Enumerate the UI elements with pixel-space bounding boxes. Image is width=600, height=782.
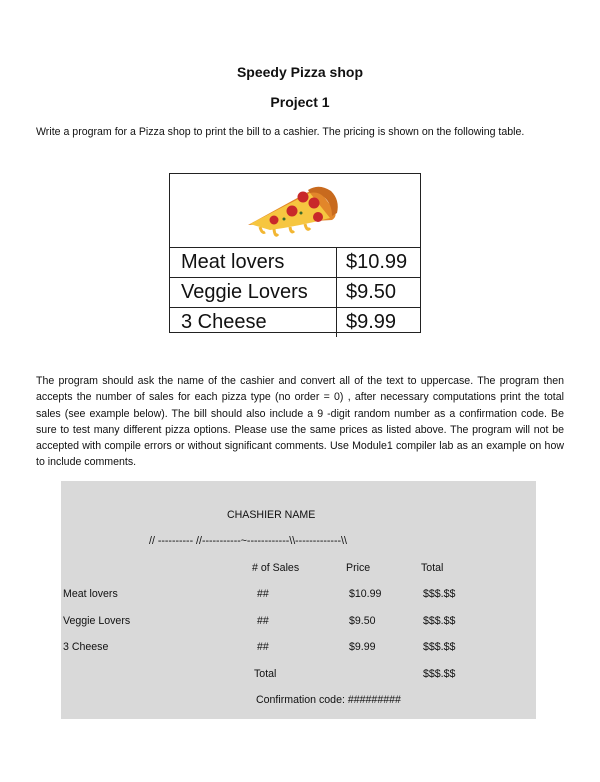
- bill-item-name: 3 Cheese: [63, 641, 109, 653]
- bill-item-name: Veggie Lovers: [63, 615, 131, 627]
- bill-item-sales: ##: [257, 615, 269, 627]
- price-row: [170, 308, 420, 337]
- bill-item-total: $$$.$$: [423, 641, 456, 653]
- bill-item-sales: ##: [257, 641, 269, 653]
- bill-total-label: Total: [254, 668, 277, 680]
- bill-item-price: $9.99: [349, 641, 376, 653]
- sample-bill: [61, 481, 536, 719]
- pizza-name: Veggie Lovers: [181, 281, 308, 303]
- pizza-name: 3 Cheese: [181, 311, 267, 333]
- pricing-table: [169, 173, 421, 333]
- total-header: Total: [421, 562, 444, 574]
- sales-header: # of Sales: [252, 562, 300, 574]
- bill-item-price: $9.50: [349, 615, 376, 627]
- bill-item-total: $$$.$$: [423, 588, 456, 600]
- pizza-price: $10.99: [346, 251, 408, 273]
- bill-item-price: $10.99: [349, 588, 382, 600]
- price-row: [170, 248, 420, 278]
- pizza-image-cell: [170, 174, 420, 248]
- pizza-price: $9.50: [346, 281, 397, 303]
- price-row: [170, 278, 420, 308]
- bill-total-value: $$$.$$: [423, 668, 456, 680]
- pizza-price: $9.99: [346, 311, 397, 333]
- document-title: Speedy Pizza shop: [236, 64, 364, 80]
- price-header: Price: [346, 562, 371, 574]
- bill-item-total: $$$.$$: [423, 615, 456, 627]
- instructions-paragraph: The program should ask the name of the cashier and convert all of the text to uppercase. The program then accepts the number of sales for each pizza type (no order = 0) , after necessary computations print the total sales (see example below). The bill should also include a 9 -digit random number as a confirmation code. Be sure to test many different pizza options. Please use the same prices as listed above. The program will not be accepted with compile errors or without significant comments. Use Module1 compiler lab as an example on how to include comments.: [36, 375, 564, 469]
- bill-item-name: Meat lovers: [63, 588, 118, 600]
- document-subtitle: Project 1: [270, 94, 330, 110]
- bill-item-sales: ##: [257, 588, 269, 600]
- intro-paragraph: Write a program for a Pizza shop to print the bill to a cashier. The pricing is shown on the following table.: [36, 126, 525, 138]
- pizza-name: Meat lovers: [181, 251, 285, 273]
- date-line: // ---------- //-----------~------------\\-------------\\: [149, 535, 347, 547]
- pizza-slice-icon: [170, 174, 420, 247]
- confirmation-code: Confirmation code: #########: [256, 694, 401, 706]
- cashier-name: CHASHIER NAME: [227, 509, 316, 521]
